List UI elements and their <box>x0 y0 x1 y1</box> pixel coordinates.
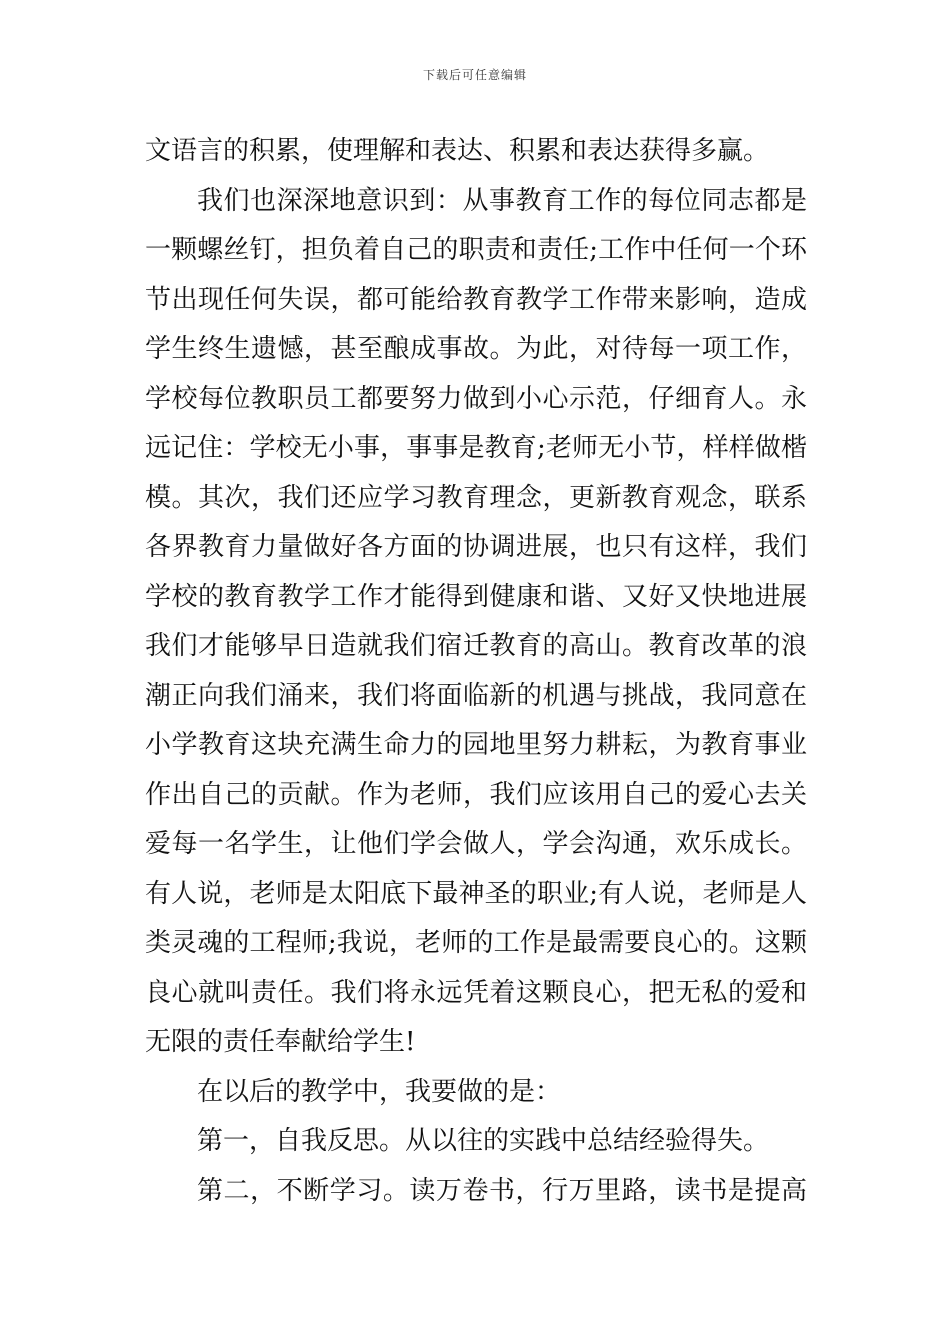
text-line: 作出自己的贡献。作为老师，我们应该用自己的爱心去关 <box>145 779 807 810</box>
page-header: 下载后可任意编辑 <box>422 68 527 82</box>
text-line: 潮正向我们涌来，我们将面临新的机遇与挑战，我同意在 <box>145 680 807 711</box>
text-line: 类灵魂的工程师;我说，老师的工作是最需要良心的。这颗 <box>145 928 807 958</box>
text-line: 模。其次，我们还应学习教育理念，更新教育观念，联系 <box>145 482 807 513</box>
text-line: 远记住：学校无小事，事事是教育;老师无小节，样样做楷 <box>145 433 807 463</box>
text-line: 各界教育力量做好各方面的协调进展，也只有这样，我们 <box>145 532 807 562</box>
text-line: 有人说，老师是太阳底下最神圣的职业;有人说，老师是人 <box>145 878 807 909</box>
body-text <box>145 127 807 1216</box>
text-line: 小学教育这块充满生命力的园地里努力耕耘，为教育事业 <box>145 730 807 760</box>
text-line: 我们也深深地意识到：从事教育工作的每位同志都是 <box>197 185 807 216</box>
text-line: 在以后的教学中，我要做的是： <box>197 1076 562 1107</box>
text-line: 节出现任何失误，都可能给教育教学工作带来影响，造成 <box>145 284 807 315</box>
text-line: 良心就叫责任。我们将永远凭着这颗良心，把无私的爱和 <box>145 977 807 1008</box>
text-line: 一颗螺丝钉，担负着自己的职责和责任;工作中任何一个环 <box>145 235 807 265</box>
text-line: 我们才能够早日造就我们宿迁教育的高山。教育改革的浪 <box>145 631 807 661</box>
text-line: 学校的教育教学工作才能得到健康和谐、又好又快地进展 <box>145 581 807 612</box>
text-line: 文语言的积累，使理解和表达、积累和表达获得多赢。 <box>145 136 770 166</box>
text-line: 学生终生遗憾，甚至酿成事故。为此，对待每一项工作， <box>145 334 807 364</box>
text-line: 无限的责任奉献给学生! <box>145 1027 416 1057</box>
text-line: 第一，自我反思。从以往的实践中总结经验得失。 <box>197 1126 770 1156</box>
text-line: 第二，不断学习。读万卷书，行万里路，读书是提高 <box>197 1175 807 1206</box>
text-line: 学校每位教职员工都要努力做到小心示范，仔细育人。永 <box>145 383 807 414</box>
text-line: 爱每一名学生，让他们学会做人，学会沟通，欢乐成长。 <box>145 829 807 859</box>
